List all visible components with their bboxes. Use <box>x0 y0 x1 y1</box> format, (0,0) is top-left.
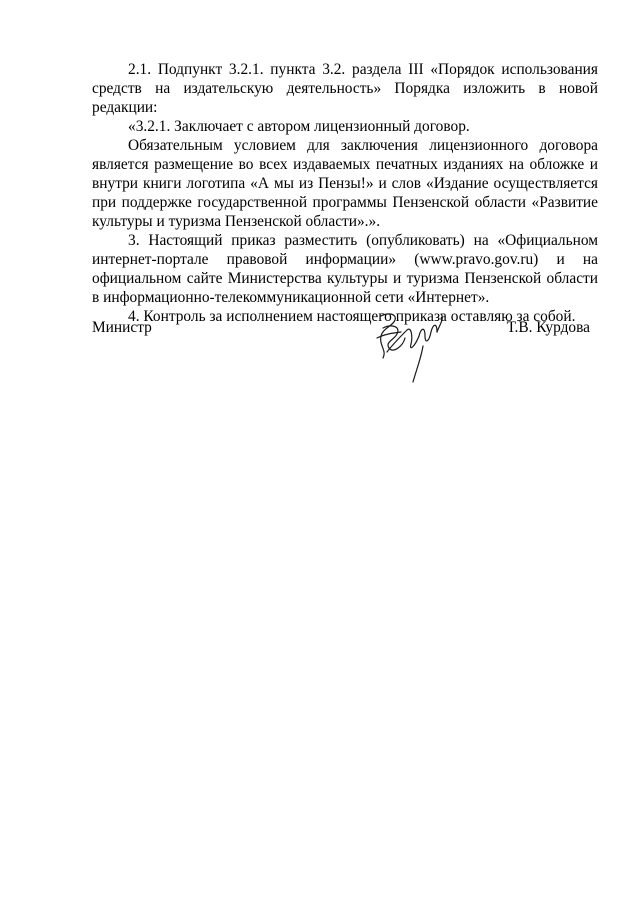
paragraph-condition: Обязательным условием для заключения лицензионного договора является размещение во всех издаваемых печатных изданиях на обложке и внутри книги логотипа «А мы из Пензы!» и слов «Издание осуществляется при поддержке государственной программы Пензенской области «Развитие культуры и туризма Пензенской области».». <box>92 137 598 230</box>
paragraph-quote-3-2-1: «3.2.1. Заключает с автором лицензионный договор. <box>128 118 470 135</box>
signer-name: Т.В. Курдова <box>506 319 590 336</box>
document-body <box>92 60 598 326</box>
paragraph-3: 3. Настоящий приказ разместить (опубликовать) на «Официальном интернет-портале правовой информации» (www.pravo.gov.ru) и на официальном сайте Министерства культуры и туризма Пензенской области в информационно-телекоммуникационной сети «Интернет». <box>92 232 598 306</box>
paragraph-2-1: 2.1. Подпункт 3.2.1. пункта 3.2. раздела III «Порядок использования средств на издательскую деятельность» Порядка изложить в новой редакции: <box>92 61 598 116</box>
handwritten-signature <box>367 306 457 386</box>
signature-block <box>92 318 598 398</box>
signer-position: Министр <box>92 319 152 336</box>
paragraph-4: 4. Контроль за исполнением настоящего приказа оставляю за собой. <box>128 308 576 325</box>
